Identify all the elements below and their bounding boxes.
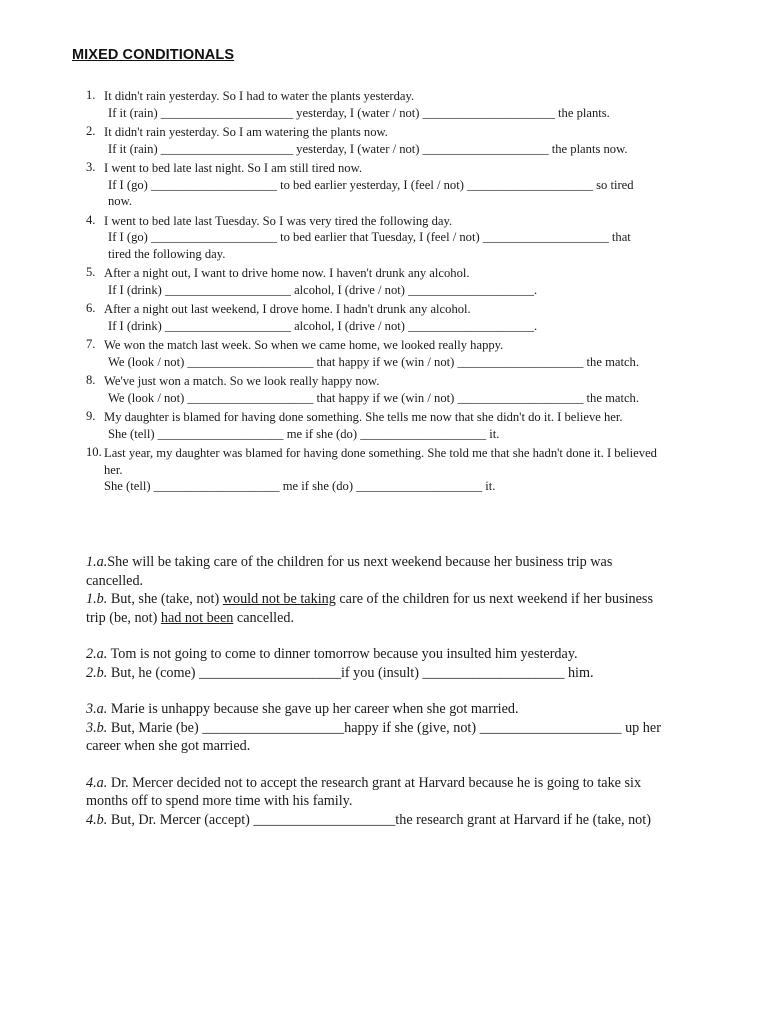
exercise-2 — [86, 553, 736, 847]
sentence-label: 3.a. — [86, 701, 108, 717]
item-number: 9. — [86, 409, 96, 423]
sentence-a — [86, 774, 736, 793]
item-prompt: We won the match last week. So when we came home, we looked really happy. — [104, 338, 504, 352]
exercise-item — [86, 124, 726, 157]
item-gapfill: If I (drink) ____________________ alcohol, I (drive / not) ____________________. — [108, 318, 538, 333]
sentence-a-continued: cancelled. — [86, 572, 144, 589]
item-gapfill: She (tell) ____________________ me if she (do) ____________________ it. — [104, 479, 496, 493]
item-number: 3. — [86, 160, 96, 174]
exercise-item — [86, 373, 726, 406]
sentence-label: 1.a. — [86, 554, 108, 570]
item-number: 7. — [86, 337, 96, 351]
item-number: 2. — [86, 124, 96, 138]
item-number: 1. — [86, 88, 96, 102]
exercise-item — [86, 213, 726, 263]
exercise-item — [86, 445, 726, 495]
item-number: 4. — [86, 212, 96, 227]
sentence-label: 4.a. — [86, 774, 108, 791]
sentence-text: Tom is not going to come to dinner tomorrow because you insulted him yesterday. — [107, 646, 578, 662]
exercise-item — [86, 301, 726, 334]
item-number: 10. — [86, 445, 102, 459]
exercise-2-group-4 — [86, 774, 736, 830]
exercise-2-group-3 — [86, 700, 736, 756]
sentence-a-continued: months off to spend more time with his family. — [86, 793, 353, 809]
sentence-text: cancelled. — [233, 609, 295, 626]
item-prompt: I went to bed late last night. So I am still tired now. — [104, 161, 363, 175]
item-prompt: Last year, my daughter was blamed for having done something. She told me that she hadn't done it. I believed — [104, 446, 657, 460]
sentence-text: She will be taking care of the children for us next weekend because her business trip was — [107, 554, 613, 570]
sentence-label: 3.b. — [86, 719, 108, 736]
exercise-item — [86, 265, 726, 298]
sentence-text: care of the children for us next weekend if her business — [335, 591, 653, 607]
exercise-1 — [86, 88, 726, 498]
item-gapfill: If I (drink) ____________________ alcohol, I (drive / not) ____________________. — [108, 282, 538, 297]
item-prompt: I went to bed late last Tuesday. So I was very tired the following day. — [104, 213, 453, 228]
item-prompt-continued: her. — [104, 462, 123, 477]
sentence-label: 4.b. — [86, 811, 108, 828]
item-number: 8. — [86, 373, 96, 387]
item-gapfill: If it (rain) _____________________ yesterday, I (water / not) ____________________ the plants now. — [108, 141, 628, 156]
item-prompt: After a night out, I want to drive home now. I haven't drunk any alcohol. — [104, 266, 470, 280]
sentence-b-continued: career when she got married. — [86, 738, 251, 754]
item-number: 5. — [86, 265, 96, 279]
item-prompt: After a night out last weekend, I drove home. I hadn't drunk any alcohol. — [104, 302, 471, 316]
item-gapfill-continued: tired the following day. — [108, 246, 226, 261]
sentence-a — [86, 700, 736, 719]
item-gapfill: If I (go) ____________________ to bed earlier that Tuesday, I (feel / not) ____________________ that — [108, 230, 631, 244]
item-prompt: My daughter is blamed for having done something. She tells me now that she didn't do it. I believe her. — [104, 410, 623, 424]
sentence-text: Marie is unhappy because she gave up her career when she got married. — [107, 701, 519, 717]
sentence-label: 2.a. — [86, 646, 108, 662]
page-title: MIXED CONDITIONALS — [72, 47, 235, 63]
exercise-item — [86, 160, 726, 210]
sentence-text: trip (be, not) — [86, 609, 161, 626]
sentence-text: But, Dr. Mercer (accept) ____________________the research grant at Harvard if he (take, not) — [107, 811, 651, 828]
sentence-text: Dr. Mercer decided not to accept the research grant at Harvard because he is going to take six — [107, 774, 642, 791]
sentence-b — [86, 811, 736, 830]
sentence-text: But, he (come) ____________________if you (insult) ____________________ him. — [107, 664, 594, 681]
item-prompt: It didn't rain yesterday. So I had to water the plants yesterday. — [104, 89, 415, 103]
sentence-b — [86, 719, 736, 738]
item-gapfill: If it (rain) _____________________ yesterday, I (water / not) _____________________ the plants. — [108, 105, 610, 120]
exercise-2-group-1 — [86, 553, 736, 627]
exercise-2-group-2 — [86, 645, 736, 682]
sentence-a — [86, 553, 736, 572]
sentence-b — [86, 664, 736, 683]
sentence-text: But, she (take, not) — [107, 591, 223, 607]
sentence-label: 1.b. — [86, 591, 108, 607]
example-answer: would not be taking — [222, 591, 336, 607]
sentence-b — [86, 590, 736, 609]
item-gapfill: She (tell) ____________________ me if she (do) ____________________ it. — [108, 426, 500, 441]
example-answer: had not been — [160, 609, 234, 626]
sentence-b-continued — [86, 609, 736, 628]
item-gapfill: If I (go) ____________________ to bed earlier yesterday, I (feel / not) ____________________ so tired — [108, 177, 634, 192]
exercise-item — [86, 409, 726, 442]
item-prompt: It didn't rain yesterday. So I am watering the plants now. — [104, 125, 388, 139]
item-gapfill: We (look / not) ____________________ that happy if we (win / not) ____________________ the match. — [108, 354, 640, 369]
sentence-text: But, Marie (be) ____________________happy if she (give, not) ____________________ up her — [107, 719, 661, 736]
item-prompt: We've just won a match. So we look really happy now. — [104, 374, 380, 388]
exercise-item — [86, 88, 726, 121]
exercise-item — [86, 337, 726, 370]
sentence-a — [86, 645, 736, 664]
item-gapfill: We (look / not) ____________________ that happy if we (win / not) ____________________ the match. — [108, 390, 640, 405]
item-gapfill-continued: now. — [108, 194, 133, 208]
sentence-label: 2.b. — [86, 664, 108, 681]
item-number: 6. — [86, 301, 96, 315]
